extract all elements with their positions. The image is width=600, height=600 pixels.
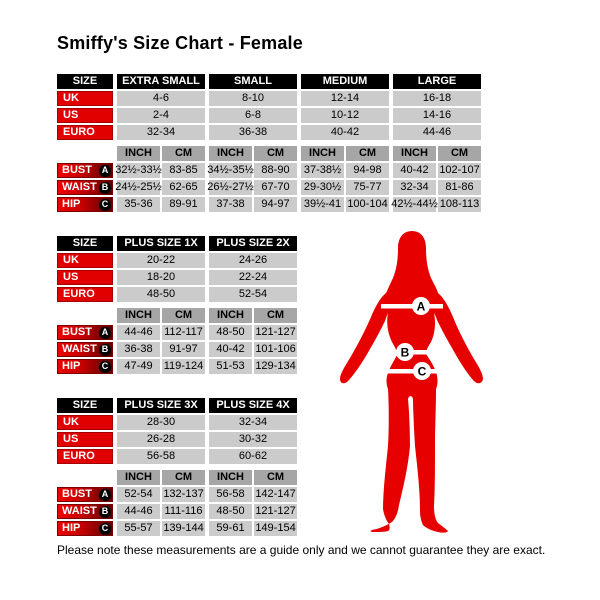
measure-value-cell: 52-54 bbox=[117, 487, 160, 502]
row-label-uk: UK bbox=[57, 91, 113, 106]
size-value-group bbox=[117, 125, 205, 140]
measure-value-group bbox=[209, 504, 297, 519]
size-value-group bbox=[301, 91, 389, 106]
measure-value-group bbox=[209, 163, 297, 178]
measure-value-cell: 67-70 bbox=[254, 180, 297, 195]
measure-value-cell: 36-38 bbox=[117, 342, 160, 357]
size-col-name: LARGE bbox=[393, 74, 481, 89]
size-value-cell: 14-16 bbox=[393, 108, 481, 123]
size-col-group bbox=[117, 398, 205, 413]
measure-value-cell: 48-50 bbox=[209, 325, 252, 340]
measure-value-cell: 47-49 bbox=[117, 359, 160, 374]
measure-value-cell: 102-107 bbox=[439, 164, 480, 176]
measure-value-cell: 112-117 bbox=[162, 325, 205, 340]
measure-row-waist bbox=[57, 504, 297, 519]
measure-value-cell: 81-86 bbox=[438, 180, 481, 195]
row-label-bust bbox=[57, 487, 113, 502]
measure-value-group bbox=[209, 342, 297, 357]
unit-header-inch: INCH bbox=[117, 308, 160, 323]
measure-value-cell: 132-137 bbox=[163, 488, 204, 500]
measure-value-cell: 40-42 bbox=[209, 342, 252, 357]
unit-header-cm: CM bbox=[254, 470, 297, 485]
measure-row-bust bbox=[57, 487, 297, 502]
size-col-name: PLUS SIZE 1X bbox=[117, 236, 205, 251]
measure-value-group bbox=[117, 521, 205, 536]
row-label-waist bbox=[57, 342, 113, 357]
measure-value-group bbox=[209, 487, 297, 502]
size-value-group bbox=[301, 108, 389, 123]
measure-value-cell: 111-116 bbox=[162, 504, 205, 519]
size-value-group bbox=[117, 432, 205, 447]
hip-measure-band bbox=[375, 369, 445, 374]
size-table-plus-3x-4x bbox=[57, 398, 297, 538]
units-row-spacer bbox=[57, 470, 113, 485]
size-value-group bbox=[209, 125, 297, 140]
size-value-cell: 8-10 bbox=[209, 91, 297, 106]
measure-value-cell: 100-104 bbox=[347, 198, 388, 210]
size-value-cell: 10-12 bbox=[301, 108, 389, 123]
bust-badge-letter: A bbox=[416, 299, 426, 314]
unit-header-inch: INCH bbox=[209, 308, 252, 323]
measure-row-bust bbox=[57, 163, 481, 178]
measure-label-text: HIP bbox=[62, 360, 81, 372]
row-label-hip bbox=[57, 521, 113, 536]
size-col-header: SIZE bbox=[57, 74, 113, 89]
units-row-spacer bbox=[57, 308, 113, 323]
row-label-euro: EURO bbox=[57, 449, 113, 464]
size-value-cell: 24-26 bbox=[209, 253, 297, 268]
size-value-cell: 28-30 bbox=[117, 415, 205, 430]
size-col-group bbox=[209, 398, 297, 413]
measure-value-cell: 42½-44½ bbox=[391, 198, 438, 210]
row-label-waist bbox=[57, 180, 113, 195]
size-col-name: PLUS SIZE 2X bbox=[209, 236, 297, 251]
measure-value-group bbox=[393, 180, 481, 195]
measure-value-cell: 119-124 bbox=[163, 360, 204, 372]
unit-header-cm: CM bbox=[346, 146, 389, 161]
size-value-group bbox=[209, 91, 297, 106]
measure-value-group bbox=[209, 325, 297, 340]
size-col-group bbox=[117, 236, 205, 251]
row-label-euro: EURO bbox=[57, 125, 113, 140]
unit-header-cm: CM bbox=[438, 146, 481, 161]
measure-value-group bbox=[301, 163, 389, 178]
measure-value-cell: 89-91 bbox=[162, 197, 205, 212]
page-title: Smiffy's Size Chart - Female bbox=[57, 33, 303, 53]
units-group bbox=[393, 146, 481, 161]
size-col-name: EXTRA SMALL bbox=[117, 74, 205, 89]
size-value-group bbox=[209, 432, 297, 447]
size-value-group bbox=[117, 253, 205, 268]
size-row-us bbox=[57, 432, 297, 447]
units-group bbox=[117, 308, 205, 323]
measure-value-cell: 75-77 bbox=[346, 180, 389, 195]
units-group bbox=[117, 146, 205, 161]
unit-header-inch: INCH bbox=[209, 470, 252, 485]
measure-value-cell: 44-46 bbox=[117, 504, 160, 519]
measure-value-cell: 108-113 bbox=[439, 198, 480, 210]
size-value-cell: 18-20 bbox=[117, 270, 205, 285]
measure-value-cell: 24½-25½ bbox=[115, 181, 162, 193]
measure-value-cell: 142-147 bbox=[255, 488, 296, 500]
size-value-cell: 48-50 bbox=[117, 287, 205, 302]
size-col-name: SMALL bbox=[209, 74, 297, 89]
size-row-us bbox=[57, 270, 297, 285]
size-row-euro bbox=[57, 287, 297, 302]
measure-value-group bbox=[117, 325, 205, 340]
measure-value-cell: 88-90 bbox=[254, 163, 297, 178]
measure-value-group bbox=[117, 342, 205, 357]
size-col-header: SIZE bbox=[57, 398, 113, 413]
measure-label-text: WAIST bbox=[62, 343, 97, 355]
row-label-bust bbox=[57, 325, 113, 340]
size-table-plus-1x-2x bbox=[57, 236, 297, 376]
size-value-cell: 40-42 bbox=[301, 125, 389, 140]
measure-value-cell: 83-85 bbox=[162, 163, 205, 178]
unit-header-inch: INCH bbox=[117, 470, 160, 485]
measure-value-group bbox=[117, 180, 205, 195]
size-value-cell: 60-62 bbox=[209, 449, 297, 464]
units-row-spacer bbox=[57, 146, 113, 161]
measure-value-cell: 39½-41 bbox=[301, 197, 344, 212]
size-row-uk bbox=[57, 253, 297, 268]
female-silhouette-svg bbox=[325, 228, 495, 538]
measure-value-group bbox=[301, 197, 389, 212]
size-value-group bbox=[209, 415, 297, 430]
units-group bbox=[209, 470, 297, 485]
row-label-us: US bbox=[57, 432, 113, 447]
measure-value-cell: 37-38 bbox=[209, 197, 252, 212]
measure-badge-c: C bbox=[99, 523, 111, 535]
measure-value-group bbox=[117, 359, 205, 374]
measure-value-cell: 94-97 bbox=[254, 197, 297, 212]
size-value-cell: 52-54 bbox=[209, 287, 297, 302]
measure-value-group bbox=[393, 197, 481, 212]
size-row-uk bbox=[57, 91, 481, 106]
size-value-group bbox=[117, 415, 205, 430]
units-group bbox=[209, 146, 297, 161]
measure-value-cell: 62-65 bbox=[162, 180, 205, 195]
size-value-group bbox=[393, 91, 481, 106]
size-value-group bbox=[209, 449, 297, 464]
female-silhouette-figure bbox=[325, 228, 495, 538]
size-row-euro bbox=[57, 449, 297, 464]
measure-value-group bbox=[117, 163, 205, 178]
size-col-group bbox=[209, 236, 297, 251]
measure-value-cell: 121-127 bbox=[255, 326, 296, 338]
measure-value-cell: 44-46 bbox=[117, 325, 160, 340]
row-label-hip bbox=[57, 359, 113, 374]
measure-value-cell: 51-53 bbox=[209, 359, 252, 374]
size-value-group bbox=[301, 125, 389, 140]
size-value-cell: 44-46 bbox=[393, 125, 481, 140]
measure-value-cell: 32½-33½ bbox=[115, 164, 162, 176]
measure-label-text: HIP bbox=[62, 522, 81, 534]
measure-label-text: BUST bbox=[62, 164, 92, 176]
row-label-uk: UK bbox=[57, 415, 113, 430]
measure-value-cell: 139-144 bbox=[163, 522, 204, 534]
measure-badge-a: A bbox=[99, 327, 111, 339]
units-group bbox=[209, 308, 297, 323]
measure-badge-c: C bbox=[99, 361, 111, 373]
size-value-cell: 4-6 bbox=[117, 91, 205, 106]
bust-measure-band bbox=[381, 304, 443, 309]
measure-label-text: BUST bbox=[62, 488, 92, 500]
female-silhouette-shape bbox=[340, 231, 483, 533]
units-row bbox=[57, 308, 297, 323]
units-group bbox=[301, 146, 389, 161]
size-value-group bbox=[393, 108, 481, 123]
measure-badge-b: B bbox=[99, 344, 111, 356]
size-col-group bbox=[393, 74, 481, 89]
measure-row-hip bbox=[57, 197, 481, 212]
measure-value-group bbox=[393, 163, 481, 178]
size-value-group bbox=[117, 287, 205, 302]
measure-row-hip bbox=[57, 359, 297, 374]
size-value-cell: 56-58 bbox=[117, 449, 205, 464]
size-value-cell: 32-34 bbox=[209, 415, 297, 430]
measure-badge-c: C bbox=[99, 199, 111, 211]
size-value-cell: 22-24 bbox=[209, 270, 297, 285]
measure-value-cell: 55-57 bbox=[117, 521, 160, 536]
unit-header-cm: CM bbox=[162, 146, 205, 161]
measure-value-cell: 129-134 bbox=[255, 360, 296, 372]
measure-badge-b: B bbox=[99, 506, 111, 518]
measure-value-cell: 40-42 bbox=[393, 163, 436, 178]
table-header-row bbox=[57, 74, 481, 89]
table-header-row bbox=[57, 236, 297, 251]
size-value-cell: 32-34 bbox=[117, 125, 205, 140]
size-value-cell: 30-32 bbox=[209, 432, 297, 447]
size-row-uk bbox=[57, 415, 297, 430]
size-row-us bbox=[57, 108, 481, 123]
hip-badge-letter: C bbox=[417, 364, 427, 379]
measure-value-cell: 37-38½ bbox=[301, 163, 344, 178]
measure-badge-b: B bbox=[99, 182, 111, 194]
measure-value-cell: 59-61 bbox=[209, 521, 252, 536]
measure-value-group bbox=[209, 521, 297, 536]
row-label-uk: UK bbox=[57, 253, 113, 268]
size-value-group bbox=[209, 108, 297, 123]
unit-header-inch: INCH bbox=[301, 146, 344, 161]
measure-value-cell: 149-154 bbox=[255, 522, 296, 534]
size-col-header: SIZE bbox=[57, 236, 113, 251]
measure-value-group bbox=[301, 180, 389, 195]
table-header-row bbox=[57, 398, 297, 413]
measure-value-cell: 94-98 bbox=[346, 163, 389, 178]
measure-value-cell: 56-58 bbox=[209, 487, 252, 502]
row-label-us: US bbox=[57, 108, 113, 123]
size-table-standard bbox=[57, 74, 481, 214]
size-col-group bbox=[301, 74, 389, 89]
measure-label-text: BUST bbox=[62, 326, 92, 338]
size-value-cell: 20-22 bbox=[117, 253, 205, 268]
size-value-cell: 12-14 bbox=[301, 91, 389, 106]
size-col-name: MEDIUM bbox=[301, 74, 389, 89]
measure-label-text: WAIST bbox=[62, 181, 97, 193]
size-value-cell: 36-38 bbox=[209, 125, 297, 140]
size-row-euro bbox=[57, 125, 481, 140]
unit-header-inch: INCH bbox=[209, 146, 252, 161]
size-value-group bbox=[209, 253, 297, 268]
row-label-waist bbox=[57, 504, 113, 519]
unit-header-cm: CM bbox=[162, 308, 205, 323]
size-value-group bbox=[209, 270, 297, 285]
measure-value-cell: 35-36 bbox=[117, 197, 160, 212]
size-value-group bbox=[117, 449, 205, 464]
measure-label-text: WAIST bbox=[62, 505, 97, 517]
measure-badge-a: A bbox=[99, 489, 111, 501]
measure-value-group bbox=[209, 180, 297, 195]
size-value-cell: 16-18 bbox=[393, 91, 481, 106]
measure-row-bust bbox=[57, 325, 297, 340]
measure-value-cell: 29-30½ bbox=[301, 180, 344, 195]
measure-value-cell: 101-106 bbox=[255, 343, 296, 355]
size-value-group bbox=[209, 287, 297, 302]
measure-value-cell: 48-50 bbox=[209, 504, 252, 519]
measure-value-cell: 32-34 bbox=[393, 180, 436, 195]
size-col-name: PLUS SIZE 4X bbox=[209, 398, 297, 413]
waist-badge-letter: B bbox=[400, 345, 410, 360]
row-label-bust bbox=[57, 163, 113, 178]
measure-value-group bbox=[209, 197, 297, 212]
measure-badge-a: A bbox=[99, 165, 111, 177]
size-value-cell: 6-8 bbox=[209, 108, 297, 123]
size-value-cell: 26-28 bbox=[117, 432, 205, 447]
unit-header-cm: CM bbox=[254, 146, 297, 161]
measure-value-group bbox=[117, 504, 205, 519]
measure-row-hip bbox=[57, 521, 297, 536]
row-label-euro: EURO bbox=[57, 287, 113, 302]
size-value-group bbox=[117, 91, 205, 106]
size-value-group bbox=[393, 125, 481, 140]
units-row bbox=[57, 470, 297, 485]
size-value-cell: 2-4 bbox=[117, 108, 205, 123]
row-label-us: US bbox=[57, 270, 113, 285]
measure-value-group bbox=[117, 487, 205, 502]
size-col-group bbox=[117, 74, 205, 89]
unit-header-inch: INCH bbox=[117, 146, 160, 161]
measure-row-waist bbox=[57, 342, 297, 357]
measure-value-group bbox=[209, 359, 297, 374]
size-col-group bbox=[209, 74, 297, 89]
unit-header-cm: CM bbox=[162, 470, 205, 485]
units-group bbox=[117, 470, 205, 485]
measure-value-group bbox=[117, 197, 205, 212]
measure-value-cell: 34½-35½ bbox=[207, 164, 254, 176]
units-row bbox=[57, 146, 481, 161]
measure-value-cell: 26½-27½ bbox=[207, 181, 254, 193]
measure-label-text: HIP bbox=[62, 198, 81, 210]
size-col-name: PLUS SIZE 3X bbox=[117, 398, 205, 413]
footer-note: Please note these measurements are a guide only and we cannot guarantee they are exact. bbox=[57, 543, 546, 557]
unit-header-inch: INCH bbox=[393, 146, 436, 161]
size-value-group bbox=[117, 108, 205, 123]
measure-row-waist bbox=[57, 180, 481, 195]
measure-value-cell: 121-127 bbox=[255, 505, 296, 517]
measure-value-cell: 91-97 bbox=[162, 342, 205, 357]
size-value-group bbox=[117, 270, 205, 285]
row-label-hip bbox=[57, 197, 113, 212]
unit-header-cm: CM bbox=[254, 308, 297, 323]
